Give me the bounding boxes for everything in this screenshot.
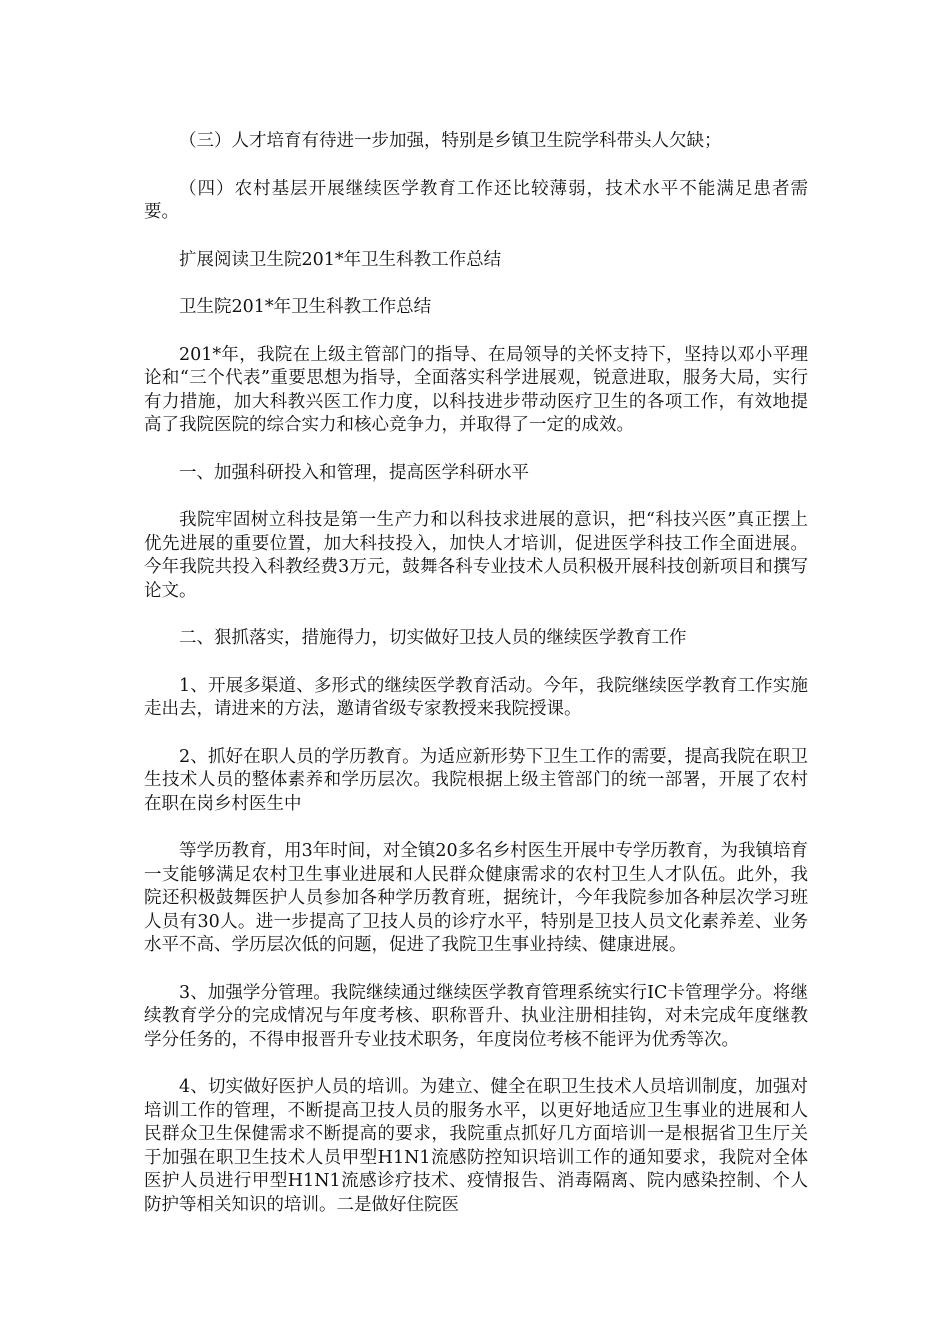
document-body <box>144 130 808 1241</box>
paragraph-shortcomings-3: （三）人才培育有待进一步加强，特别是乡镇卫生院学科带头人欠缺； <box>179 131 722 151</box>
paragraph-intro: 201*年，我院在上级主管部门的指导、在局领导的关怀支持下，坚持以邓小平理论和“三个代表”重要思想为指导，全面落实科学进展观，锐意进取，服务大局，实行有力措施，加大科教兴医工作力度，以科技进步带动医疗卫生的各项工作，有效地提高了我院医院的综合实力和核心竞争力，并取得了一定的成效。 <box>144 344 808 435</box>
section-heading-2: 二、狠抓落实，措施得力，切实做好卫技人员的继续医学教育工作 <box>179 628 687 648</box>
paragraph-summary-title: 卫生院201*年卫生科教工作总结 <box>179 297 432 317</box>
paragraph-item-2: 2、抓好在职人员的学历教育。为适应新形势下卫生工作的需要，提高我院在职卫生技术人员的整体素养和学历层次。我院根据上级主管部门的统一部署，开展了农村在职在岗乡村医生中 <box>144 746 808 814</box>
paragraph-item-2-continued: 等学历教育，用3年时间，对全镇20多名乡村医生开展中专学历教育，为我镇培育一支能够满足农村卫生事业进展和人民群众健康需求的农村卫生人才队伍。此外，我院还积极鼓舞医护人员参加各种学历教育班，据统计，今年我院参加各种层次学习班人员有30人。进一步提高了卫技人员的诊疗水平，特别是卫技人员文化素养差、业务水平不高、学历层次低的问题，促进了我院卫生事业持续、健康进展。 <box>144 841 808 955</box>
paragraph-item-3: 3、加强学分管理。我院继续通过继续医学教育管理系统实行IC卡管理学分。将继续教育学分的完成情况与年度考核、职称晋升、执业注册相挂钩，对未完成年度继教学分任务的，不得申报晋升专业技术职务，年度岗位考核不能评为优秀等次。 <box>144 982 808 1050</box>
paragraph-item-4: 4、切实做好医护人员的培训。为建立、健全在职卫生技术人员培训制度，加强对培训工作的管理，不断提高卫技人员的服务水平，以更好地适应卫生事业的进展和人民群众卫生保健需求不断提高的要求，我院重点抓好几方面培训一是根据省卫生厅关于加强在职卫生技术人员甲型H1N1流感防控知识培训工作的通知要求，我院对全体医护人员进行甲型H1N1流感诊疗技术、疫情报告、消毒隔离、院内感染控制、个人防护等相关知识的培训。二是做好住院医 <box>144 1077 808 1215</box>
section-heading-1: 一、加强科研投入和管理，提高医学科研水平 <box>179 462 529 483</box>
paragraph-research-investment: 我院牢固树立科技是第一生产力和以科技求进展的意识，把“科技兴医”真正摆上优先进展的重要位置，加大科技投入，加快人才培训，促进医学科技工作全面进展。今年我院共投入科教经费3万元，鼓舞各科专业技术人员积极开展科技创新项目和撰写论文。 <box>144 510 808 601</box>
paragraph-item-1: 1、开展多渠道、多形式的继续医学教育活动。今年，我院继续医学教育工作实施走出去，请进来的方法，邀请省级专家教授来我院授课。 <box>144 675 808 719</box>
paragraph-extended-reading-title: 扩展阅读卫生院201*年卫生科教工作总结 <box>179 249 502 270</box>
paragraph-shortcomings-4: （四）农村基层开展继续医学教育工作还比较薄弱，技术水平不能满足患者需要。 <box>144 178 808 222</box>
